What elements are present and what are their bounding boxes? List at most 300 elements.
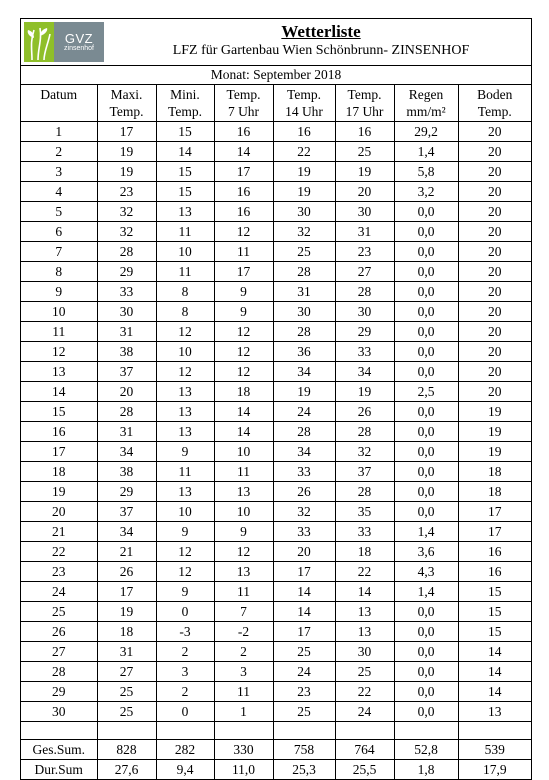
- table-row: [21, 222, 531, 242]
- table-cell: 18: [335, 542, 394, 562]
- table-cell: 20: [458, 182, 531, 202]
- table-cell: 37: [335, 462, 394, 482]
- table-cell: 10: [156, 242, 214, 262]
- table-cell: 10: [214, 442, 273, 462]
- table-row: [21, 462, 531, 482]
- table-cell: 9: [156, 442, 214, 462]
- column-header-line2: mm/m²: [406, 104, 446, 119]
- table-cell: 28: [335, 482, 394, 502]
- table-cell: 11: [156, 262, 214, 282]
- table-cell: 0: [156, 702, 214, 722]
- table-row: [21, 522, 531, 542]
- table-cell: 19: [97, 602, 156, 622]
- table-cell: 12: [214, 322, 273, 342]
- table-cell: 17: [97, 122, 156, 142]
- table-cell: 12: [156, 322, 214, 342]
- table-cell: 28: [335, 422, 394, 442]
- sum-row: [21, 740, 531, 760]
- gvz-logo: [24, 22, 104, 62]
- table-cell: 14: [273, 602, 335, 622]
- table-cell: 16: [458, 562, 531, 582]
- table-cell: 27: [97, 662, 156, 682]
- table-cell: [214, 722, 273, 740]
- table-row: [21, 422, 531, 442]
- table-cell: 14: [273, 582, 335, 602]
- table-cell: 19: [273, 382, 335, 402]
- table-cell: 32: [97, 202, 156, 222]
- table-cell: 1: [21, 122, 97, 142]
- column-header-line1: Mini.: [170, 87, 200, 102]
- table-cell: 16: [335, 122, 394, 142]
- table-cell: 11,0: [214, 760, 273, 780]
- table-cell: 25: [335, 662, 394, 682]
- table-cell: [21, 722, 97, 740]
- table-cell: 27,6: [97, 760, 156, 780]
- table-cell: 0,0: [394, 502, 458, 522]
- table-cell: 18: [458, 482, 531, 502]
- table-cell: 13: [156, 402, 214, 422]
- table-cell: 1: [214, 702, 273, 722]
- table-cell: 9,4: [156, 760, 214, 780]
- table-cell: [97, 722, 156, 740]
- column-header-line2: 7 Uhr: [227, 104, 260, 119]
- table-cell: [156, 722, 214, 740]
- table-cell: 330: [214, 740, 273, 760]
- table-cell: 25: [273, 702, 335, 722]
- table-cell: 2: [214, 642, 273, 662]
- table-cell: 5,8: [394, 162, 458, 182]
- column-header-line2: 14 Uhr: [285, 104, 323, 119]
- table-row: [21, 542, 531, 562]
- table-cell: 32: [273, 222, 335, 242]
- plant-icon: [24, 22, 54, 62]
- sheet-header: [21, 19, 531, 66]
- table-cell: 20: [273, 542, 335, 562]
- table-cell: 15: [458, 582, 531, 602]
- column-header-line2: Temp.: [477, 104, 512, 119]
- table-row: [21, 122, 531, 142]
- table-cell: 0,0: [394, 682, 458, 702]
- table-cell: 0,0: [394, 262, 458, 282]
- table-cell: 25: [273, 242, 335, 262]
- table-cell: 23: [335, 242, 394, 262]
- table-row: [21, 502, 531, 522]
- table-cell: 9: [21, 282, 97, 302]
- table-cell: 17: [214, 162, 273, 182]
- table-cell: 1,4: [394, 142, 458, 162]
- table-cell: 33: [97, 282, 156, 302]
- table-cell: 12: [156, 362, 214, 382]
- table-cell: 9: [214, 302, 273, 322]
- table-cell: 30: [21, 702, 97, 722]
- table-cell: 0,0: [394, 622, 458, 642]
- table-cell: 33: [335, 342, 394, 362]
- table-row: [21, 162, 531, 182]
- table-cell: 29: [97, 482, 156, 502]
- table-cell: 15: [156, 182, 214, 202]
- table-cell: 0,0: [394, 202, 458, 222]
- table-cell: -3: [156, 622, 214, 642]
- table-row: [21, 602, 531, 622]
- table-cell: 28: [335, 282, 394, 302]
- table-cell: 34: [97, 522, 156, 542]
- table-cell: 20: [458, 282, 531, 302]
- table-cell: 9: [156, 522, 214, 542]
- table-cell: 20: [335, 182, 394, 202]
- column-header: [273, 85, 335, 122]
- table-cell: 8: [156, 282, 214, 302]
- table-cell: 12: [214, 542, 273, 562]
- table-cell: 10: [156, 342, 214, 362]
- table-cell: 0,0: [394, 322, 458, 342]
- table-cell: 0,0: [394, 642, 458, 662]
- table-row: [21, 382, 531, 402]
- table-cell: 14: [458, 642, 531, 662]
- table-cell: 20: [458, 302, 531, 322]
- table-cell: 20: [458, 382, 531, 402]
- table-cell: 28: [97, 242, 156, 262]
- table-cell: 25: [97, 702, 156, 722]
- table-cell: 17: [273, 562, 335, 582]
- table-row: [21, 442, 531, 462]
- table-cell: 22: [273, 142, 335, 162]
- table-cell: 13: [214, 562, 273, 582]
- table-cell: -2: [214, 622, 273, 642]
- table-cell: 2: [156, 642, 214, 662]
- table-row: [21, 262, 531, 282]
- table-row: [21, 642, 531, 662]
- table-cell: 15: [21, 402, 97, 422]
- table-cell: [335, 722, 394, 740]
- table-cell: 7: [21, 242, 97, 262]
- table-cell: 0,0: [394, 602, 458, 622]
- table-cell: 12: [156, 542, 214, 562]
- table-cell: 0,0: [394, 702, 458, 722]
- table-cell: [458, 722, 531, 740]
- column-header-line1: Temp.: [347, 87, 382, 102]
- table-cell: 15: [458, 602, 531, 622]
- table-cell: 19: [458, 442, 531, 462]
- table-cell: 24: [273, 402, 335, 422]
- table-cell: 14: [21, 382, 97, 402]
- table-cell: 31: [273, 282, 335, 302]
- column-header: [21, 85, 97, 122]
- table-cell: 1,8: [394, 760, 458, 780]
- table-cell: 11: [156, 462, 214, 482]
- table-cell: 36: [273, 342, 335, 362]
- table-row: [21, 362, 531, 382]
- table-cell: 0,0: [394, 462, 458, 482]
- table-cell: 3,6: [394, 542, 458, 562]
- table-row: [21, 622, 531, 642]
- table-cell: 31: [335, 222, 394, 242]
- table-cell: 15: [458, 622, 531, 642]
- table-cell: 1,4: [394, 522, 458, 542]
- table-cell: 14: [458, 662, 531, 682]
- table-cell: [273, 722, 335, 740]
- table-cell: 28: [273, 262, 335, 282]
- table-cell: 13: [156, 422, 214, 442]
- table-cell: 0,0: [394, 402, 458, 422]
- table-cell: 0,0: [394, 302, 458, 322]
- table-cell: 18: [214, 382, 273, 402]
- table-cell: 16: [214, 202, 273, 222]
- table-cell: 13: [214, 482, 273, 502]
- table-cell: 11: [214, 582, 273, 602]
- weather-sheet: [20, 18, 532, 780]
- table-cell: 14: [156, 142, 214, 162]
- table-cell: 25: [21, 602, 97, 622]
- table-cell: 0: [156, 602, 214, 622]
- column-header-line1: Maxi.: [110, 87, 143, 102]
- table-cell: 20: [458, 342, 531, 362]
- column-header-line1: Datum: [40, 87, 78, 102]
- table-cell: 28: [273, 322, 335, 342]
- month-label: Monat: September 2018: [21, 66, 531, 85]
- table-cell: 27: [21, 642, 97, 662]
- table-cell: 1,4: [394, 582, 458, 602]
- table-cell: 34: [97, 442, 156, 462]
- table-row: [21, 142, 531, 162]
- table-cell: 20: [458, 362, 531, 382]
- table-cell: 34: [335, 362, 394, 382]
- table-cell: 14: [335, 582, 394, 602]
- table-row: [21, 662, 531, 682]
- table-cell: 20: [458, 222, 531, 242]
- blank-row: [21, 722, 531, 740]
- table-row: [21, 282, 531, 302]
- table-cell: 26: [97, 562, 156, 582]
- table-row: [21, 682, 531, 702]
- table-cell: 22: [21, 542, 97, 562]
- table-cell: 31: [97, 322, 156, 342]
- table-cell: 30: [335, 642, 394, 662]
- table-row: [21, 182, 531, 202]
- logo-text: GVZ: [64, 30, 94, 46]
- table-cell: 9: [214, 282, 273, 302]
- column-header: [458, 85, 531, 122]
- table-cell: 0,0: [394, 442, 458, 462]
- table-cell: 12: [21, 342, 97, 362]
- table-cell: 24: [335, 702, 394, 722]
- table-cell: 30: [273, 302, 335, 322]
- table-cell: 13: [335, 622, 394, 642]
- table-cell: 22: [335, 682, 394, 702]
- table-cell: 30: [97, 302, 156, 322]
- column-header-line2: 17 Uhr: [345, 104, 384, 119]
- table-cell: 28: [97, 402, 156, 422]
- table-cell: 3: [214, 662, 273, 682]
- table-row: [21, 702, 531, 722]
- table-cell: 282: [156, 740, 214, 760]
- table-cell: 30: [335, 302, 394, 322]
- table-cell: 4: [21, 182, 97, 202]
- table-cell: 19: [335, 162, 394, 182]
- weather-table: [21, 85, 531, 779]
- table-cell: 24: [21, 582, 97, 602]
- table-header-row: [21, 85, 531, 122]
- table-cell: 18: [21, 462, 97, 482]
- table-cell: 25: [335, 142, 394, 162]
- table-cell: 20: [458, 142, 531, 162]
- table-cell: 20: [458, 242, 531, 262]
- table-cell: 20: [458, 122, 531, 142]
- table-cell: 18: [458, 462, 531, 482]
- table-cell: 758: [273, 740, 335, 760]
- table-cell: 17: [458, 502, 531, 522]
- table-cell: 20: [97, 382, 156, 402]
- table-cell: 11: [156, 222, 214, 242]
- column-header-line1: Temp.: [226, 87, 261, 102]
- table-cell: 16: [214, 122, 273, 142]
- table-cell: 14: [214, 422, 273, 442]
- table-cell: 26: [21, 622, 97, 642]
- table-cell: 28: [21, 662, 97, 682]
- table-cell: 33: [273, 462, 335, 482]
- table-cell: 17,9: [458, 760, 531, 780]
- table-cell: 19: [273, 162, 335, 182]
- table-cell: 19: [458, 422, 531, 442]
- table-cell: 10: [214, 502, 273, 522]
- table-cell: 17: [458, 522, 531, 542]
- table-row: [21, 202, 531, 222]
- table-cell: 19: [97, 142, 156, 162]
- table-cell: 15: [156, 122, 214, 142]
- table-cell: 828: [97, 740, 156, 760]
- table-cell: 25,5: [335, 760, 394, 780]
- table-cell: 2: [156, 682, 214, 702]
- table-cell: 13: [21, 362, 97, 382]
- table-cell: 0,0: [394, 662, 458, 682]
- table-cell: 35: [335, 502, 394, 522]
- table-cell: 13: [335, 602, 394, 622]
- page-title: Wetterliste: [281, 22, 361, 41]
- table-cell: 20: [458, 162, 531, 182]
- table-cell: 0,0: [394, 362, 458, 382]
- table-cell: 8: [156, 302, 214, 322]
- table-cell: 9: [156, 582, 214, 602]
- table-cell: Dur.Sum: [34, 762, 83, 777]
- table-cell: 11: [21, 322, 97, 342]
- table-row: [21, 322, 531, 342]
- table-cell: 19: [273, 182, 335, 202]
- table-cell: 31: [97, 642, 156, 662]
- table-cell: 22: [335, 562, 394, 582]
- table-cell: 25: [273, 642, 335, 662]
- table-cell: 14: [214, 402, 273, 422]
- table-row: [21, 302, 531, 322]
- table-cell: 0,0: [394, 282, 458, 302]
- table-cell: 13: [156, 382, 214, 402]
- table-cell: 25: [97, 682, 156, 702]
- column-header: [156, 85, 214, 122]
- table-cell: [394, 722, 458, 740]
- table-cell: 32: [335, 442, 394, 462]
- table-cell: 3,2: [394, 182, 458, 202]
- table-cell: 764: [335, 740, 394, 760]
- table-cell: 16: [273, 122, 335, 142]
- table-cell: 8: [21, 262, 97, 282]
- table-cell: 12: [214, 362, 273, 382]
- table-cell: 12: [156, 562, 214, 582]
- table-cell: 19: [458, 402, 531, 422]
- table-cell: 16: [214, 182, 273, 202]
- table-cell: 7: [214, 602, 273, 622]
- table-cell: 20: [21, 502, 97, 522]
- table-cell: 0,0: [394, 422, 458, 442]
- table-cell: 34: [273, 442, 335, 462]
- page-subtitle: LFZ für Gartenbau Wien Schönbrunn- ZINSENHOF: [172, 43, 470, 58]
- table-cell: 11: [214, 462, 273, 482]
- table-cell: 21: [21, 522, 97, 542]
- table-cell: 33: [335, 522, 394, 542]
- table-cell: 2: [21, 142, 97, 162]
- table-cell: 2,5: [394, 382, 458, 402]
- table-cell: 6: [21, 222, 97, 242]
- table-cell: 11: [214, 242, 273, 262]
- table-cell: 31: [97, 422, 156, 442]
- table-cell: 13: [156, 202, 214, 222]
- table-cell: 10: [156, 502, 214, 522]
- table-cell: 0,0: [394, 482, 458, 502]
- average-row: [21, 760, 531, 780]
- table-cell: 14: [214, 142, 273, 162]
- table-cell: 11: [214, 682, 273, 702]
- column-header: [335, 85, 394, 122]
- table-cell: 34: [273, 362, 335, 382]
- table-cell: 13: [458, 702, 531, 722]
- table-cell: 17: [214, 262, 273, 282]
- table-cell: 20: [458, 202, 531, 222]
- table-cell: 29: [97, 262, 156, 282]
- table-cell: 52,8: [394, 740, 458, 760]
- table-cell: 24: [273, 662, 335, 682]
- table-cell: 37: [97, 502, 156, 522]
- table-cell: 25,3: [273, 760, 335, 780]
- table-row: [21, 482, 531, 502]
- table-cell: 15: [156, 162, 214, 182]
- column-header-line2: Temp.: [168, 104, 202, 119]
- table-cell: 16: [458, 542, 531, 562]
- table-cell: 19: [21, 482, 97, 502]
- table-cell: 5: [21, 202, 97, 222]
- table-cell: 23: [97, 182, 156, 202]
- table-cell: 27: [335, 262, 394, 282]
- table-cell: 23: [273, 682, 335, 702]
- column-header: [394, 85, 458, 122]
- table-cell: 28: [273, 422, 335, 442]
- table-cell: 12: [214, 222, 273, 242]
- table-cell: 38: [97, 342, 156, 362]
- table-cell: 29: [21, 682, 97, 702]
- logo-subtext: zinsenhof: [64, 44, 94, 52]
- table-cell: 37: [97, 362, 156, 382]
- table-cell: 26: [273, 482, 335, 502]
- table-cell: 12: [214, 342, 273, 362]
- table-cell: 18: [97, 622, 156, 642]
- table-cell: 19: [97, 162, 156, 182]
- table-cell: 23: [21, 562, 97, 582]
- table-cell: 0,0: [394, 242, 458, 262]
- table-cell: 30: [273, 202, 335, 222]
- table-cell: 32: [97, 222, 156, 242]
- table-cell: 17: [273, 622, 335, 642]
- table-cell: 30: [335, 202, 394, 222]
- table-cell: 3: [156, 662, 214, 682]
- column-header-line1: Boden: [477, 87, 513, 102]
- table-row: [21, 342, 531, 362]
- table-row: [21, 242, 531, 262]
